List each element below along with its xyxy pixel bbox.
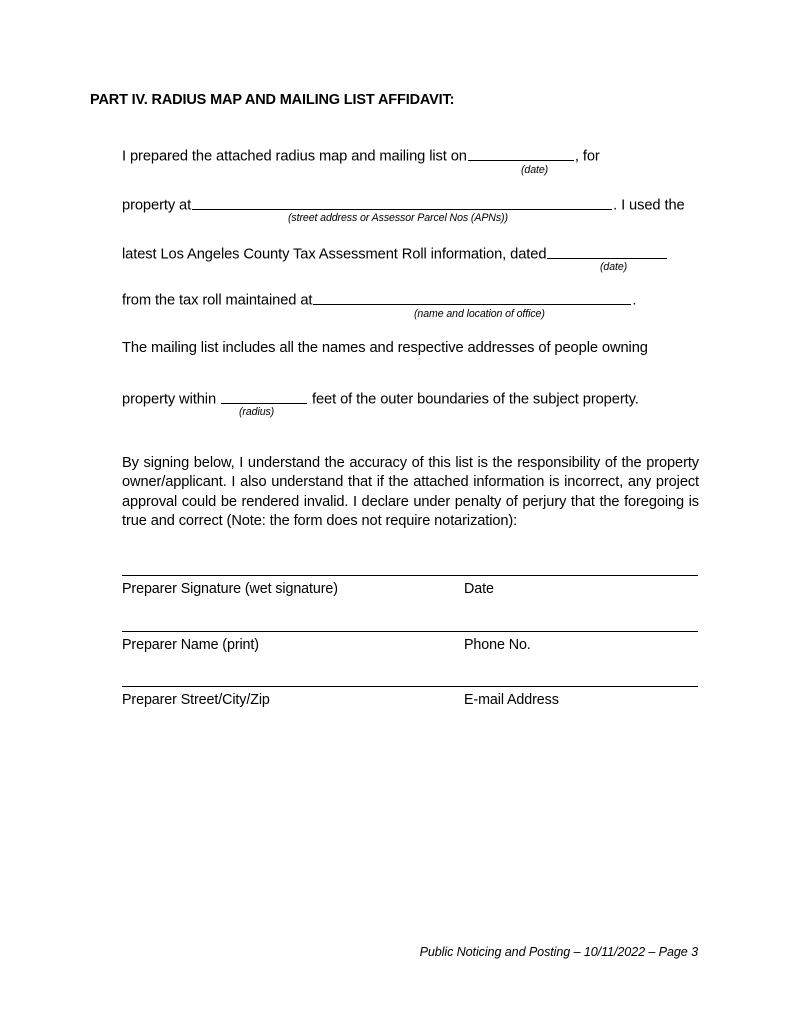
- statement-text-tail: , for: [574, 148, 600, 165]
- statement-text: from the tax roll maintained at: [122, 292, 313, 309]
- property-address-blank-field[interactable]: [192, 195, 612, 210]
- signature-rule-1[interactable]: [122, 575, 698, 576]
- statement-line-tax-roll-office: [122, 290, 636, 310]
- page-title: PART IV. RADIUS MAP AND MAILING LIST AFFIDAVIT:: [90, 92, 455, 108]
- label-email-address: E-mail Address: [464, 692, 559, 708]
- statement-text-tail: feet of the outer boundaries of the subject property.: [311, 391, 639, 408]
- statement-text: property at: [122, 197, 192, 214]
- date-blank-field[interactable]: [468, 146, 574, 161]
- statement-text-tail: .: [632, 292, 637, 309]
- caption-street-address: (street address or Assessor Parcel Nos (APNs)): [288, 212, 508, 224]
- assessment-date-blank-field[interactable]: [547, 244, 667, 259]
- caption-date-2: (date): [600, 261, 628, 273]
- statement-line-radius: [122, 389, 639, 409]
- label-preparer-street-city-zip: Preparer Street/City/Zip: [122, 692, 270, 708]
- signature-rule-3[interactable]: [122, 686, 698, 687]
- label-preparer-name: Preparer Name (print): [122, 637, 259, 653]
- signature-rule-2[interactable]: [122, 631, 698, 632]
- radius-blank-field[interactable]: [221, 389, 307, 404]
- statement-text: I prepared the attached radius map and mailing list on: [122, 148, 467, 165]
- label-phone-no: Phone No.: [464, 637, 531, 653]
- caption-date-1: (date): [521, 164, 549, 176]
- statement-line-mailing-list: The mailing list includes all the names and respective addresses of people owning: [122, 340, 648, 356]
- declaration-paragraph: By signing below, I understand the accuracy of this list is the responsibility of the property owner/applicant. I also understand that if the attached information is incorrect, any project approval could be rendered invalid. I declare under penalty of perjury that the foregoing is true and correct (Note: the form does not require notarization):: [122, 455, 699, 529]
- office-name-blank-field[interactable]: [313, 290, 631, 305]
- statement-line-tax-roll-info: [122, 244, 668, 264]
- caption-office-location: (name and location of office): [414, 308, 545, 320]
- statement-text: property within: [122, 391, 217, 408]
- caption-radius: (radius): [239, 406, 275, 418]
- page-footer: Public Noticing and Posting – 10/11/2022 – Page 3: [419, 945, 698, 959]
- statement-text-tail: . I used the: [613, 197, 685, 214]
- label-preparer-signature: Preparer Signature (wet signature): [122, 581, 338, 597]
- label-date: Date: [464, 581, 494, 597]
- statement-text: latest Los Angeles County Tax Assessment Roll information, dated: [122, 246, 547, 263]
